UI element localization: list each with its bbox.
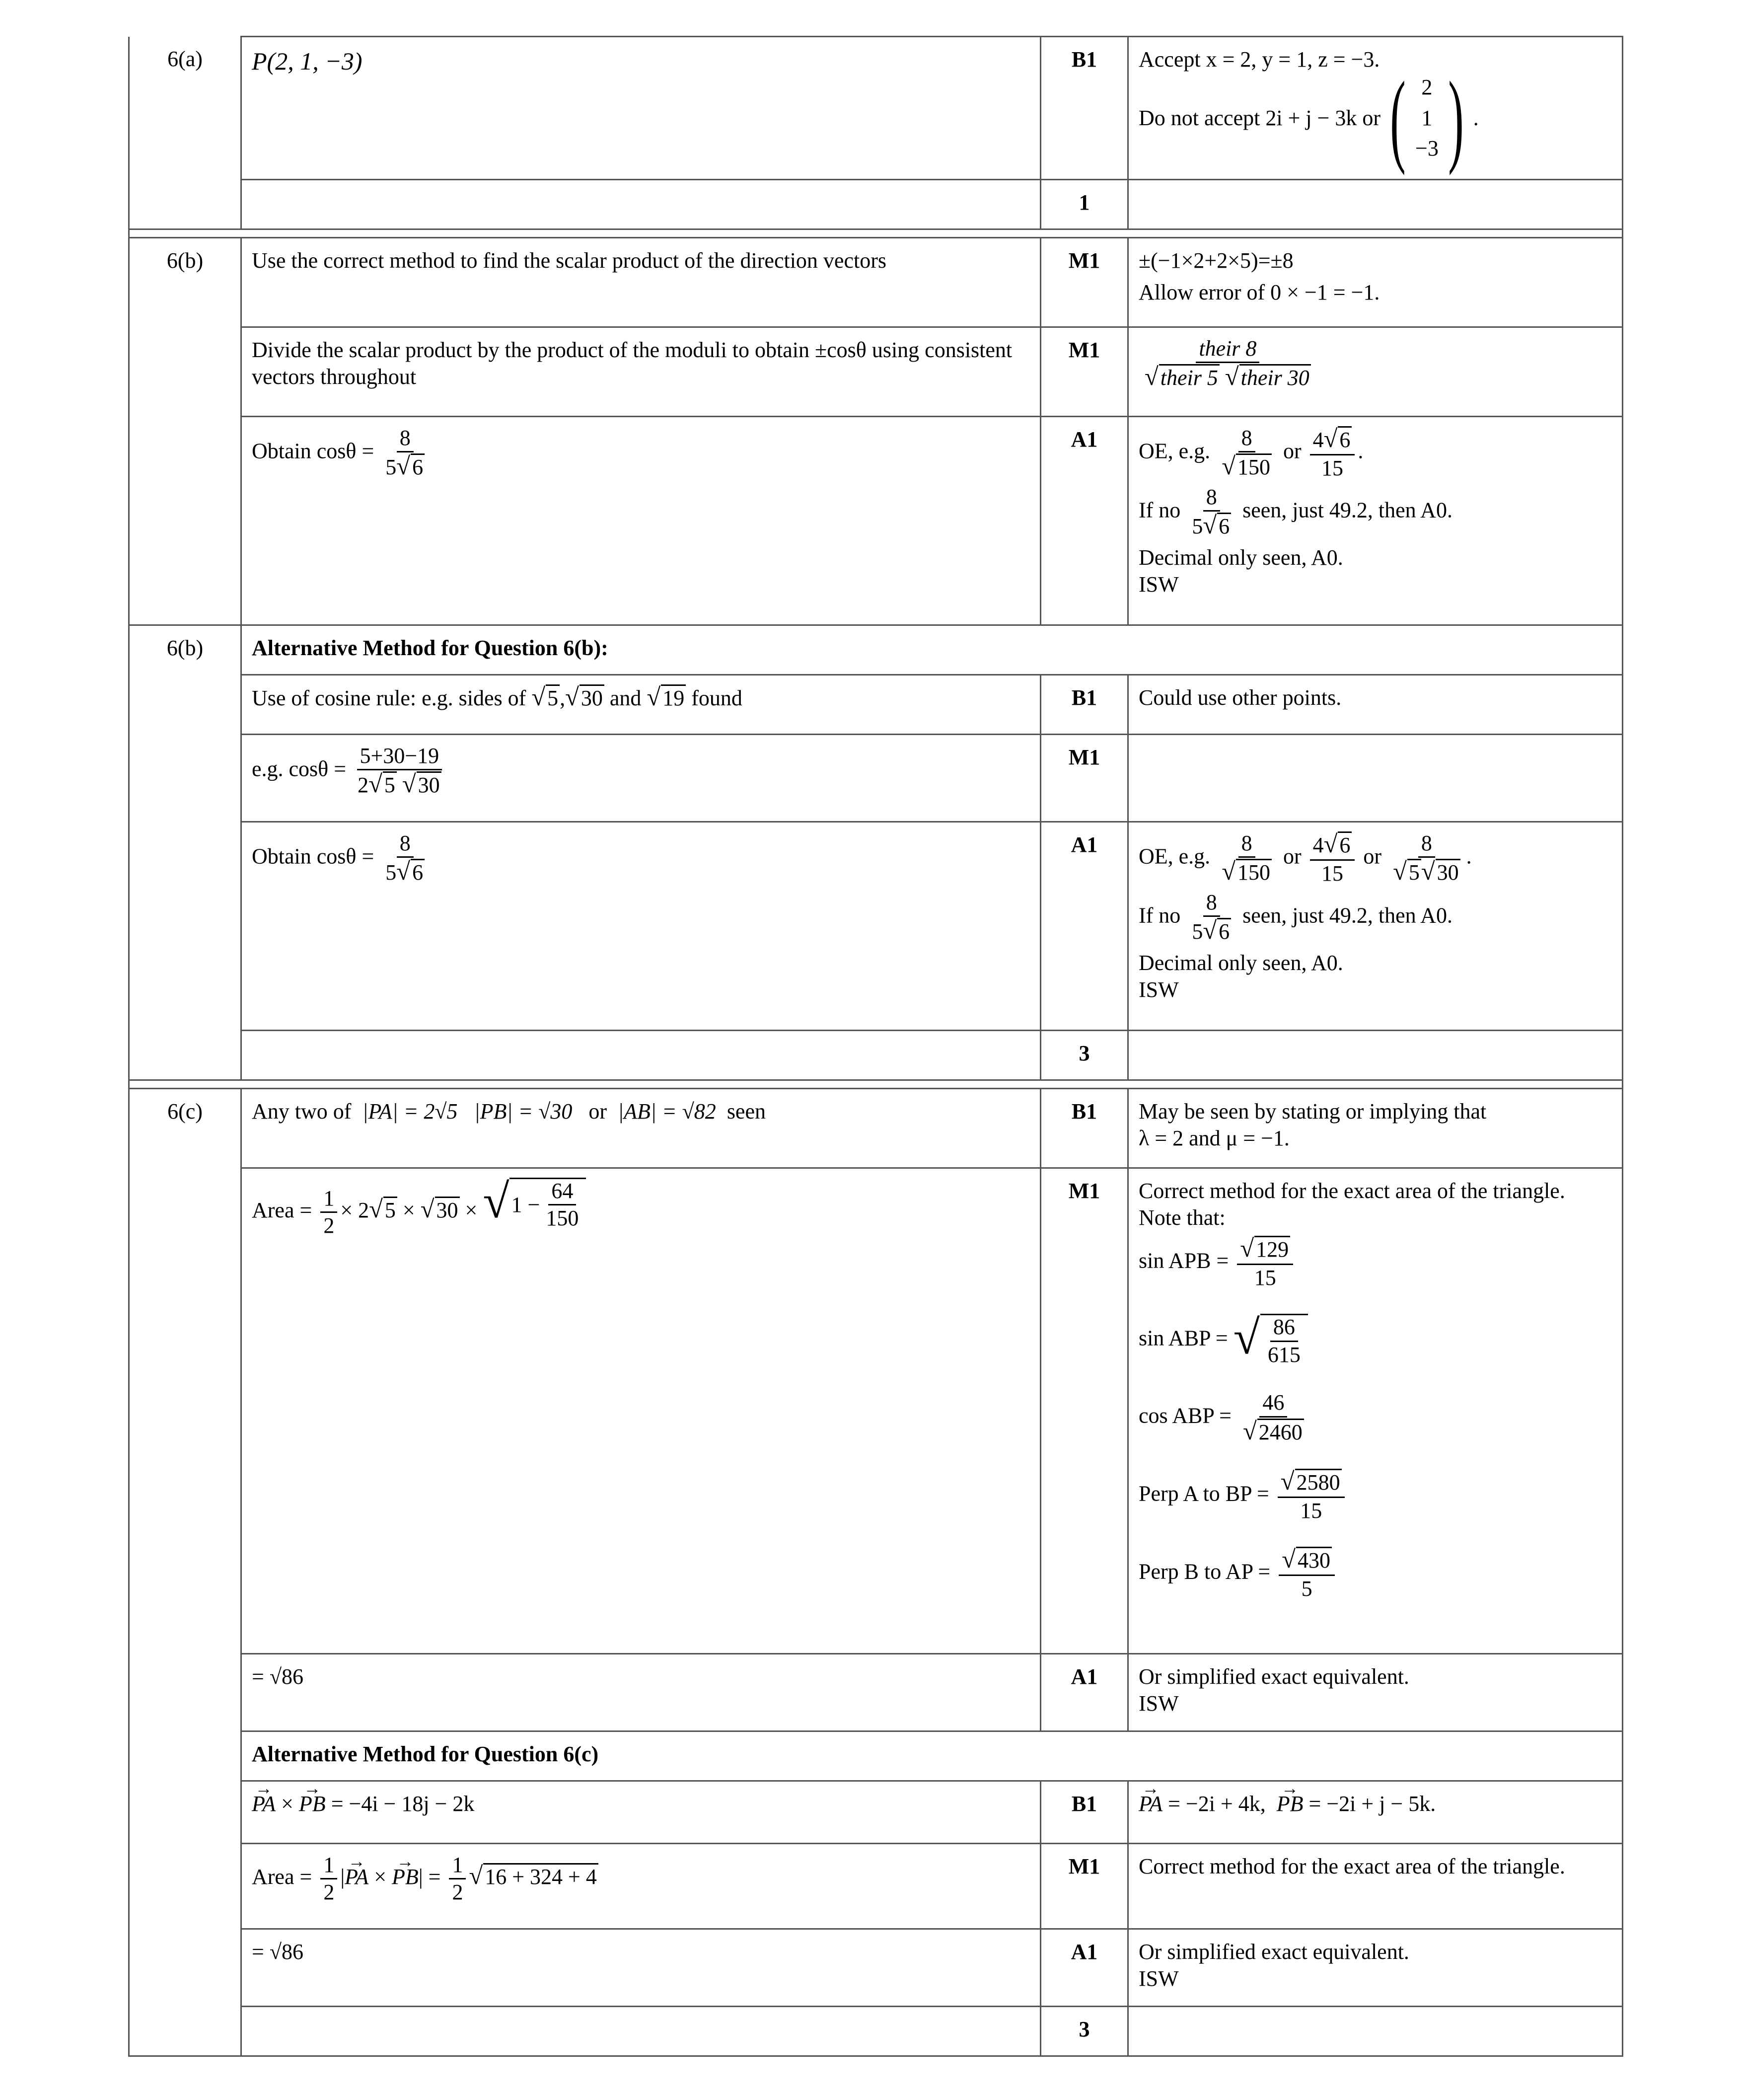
- guidance-cell: [1128, 1168, 1623, 1654]
- coefficient: 5: [385, 860, 397, 885]
- q6b-row-2: [129, 327, 1623, 417]
- numerator: 86: [1270, 1315, 1298, 1342]
- mark-cell: A1: [1041, 822, 1128, 1031]
- modulus-pb: |PB| = √30: [474, 1099, 573, 1124]
- guidance-text: seen, just 49.2, then A0.: [1242, 903, 1452, 928]
- radicand: 6: [1338, 426, 1352, 453]
- radicand: 5: [546, 684, 560, 711]
- guidance-text: or: [1363, 844, 1382, 869]
- answer-cell: = √86: [241, 1654, 1041, 1731]
- total-mark: 3: [1041, 2007, 1128, 2056]
- fraction: [1390, 831, 1463, 886]
- answer-cell: [241, 822, 1041, 1031]
- radicand: 6: [1338, 831, 1352, 858]
- answer-cell: Use the correct method to find the scalar product of the direction vectors: [241, 238, 1041, 327]
- guidance-text: If no: [1139, 498, 1181, 523]
- guidance-cell: [1128, 1929, 1623, 2007]
- guidance-cell: [1128, 1654, 1623, 1731]
- radicand: 2460: [1257, 1419, 1304, 1445]
- denominator: √ 5 √ 30: [1390, 858, 1463, 886]
- mark-cell: A1: [1041, 1929, 1128, 2007]
- guidance-line: Or simplified exact equivalent.: [1139, 1940, 1409, 1964]
- guidance-cell: → PA = −2i + 4k, → PB = −2i + j − 5k.: [1128, 1781, 1623, 1844]
- coefficient: 4: [1312, 833, 1324, 857]
- empty-cell: [241, 2007, 1041, 2056]
- fraction: [1189, 891, 1234, 945]
- radicand: 6: [411, 859, 425, 886]
- vector-entry: 2: [1421, 75, 1433, 100]
- section-divider: [129, 1080, 1623, 1089]
- question-number: 6(b): [129, 625, 241, 1080]
- guidance-cell: [1128, 1089, 1623, 1168]
- left-paren-icon: (: [1390, 60, 1406, 176]
- radicand: 6: [1217, 918, 1231, 945]
- sqrt-expression: √ 1 − $\frac{64}{150}$: [483, 1178, 586, 1231]
- answer-text: found: [691, 686, 742, 710]
- total-mark: 1: [1041, 180, 1128, 229]
- answer-cell: [241, 417, 1041, 625]
- guidance-text: or: [1283, 439, 1302, 463]
- guidance-line: ISW: [1139, 1966, 1179, 1991]
- answer-text: Any two of: [252, 1099, 352, 1124]
- mark-cell: A1: [1041, 1654, 1128, 1731]
- guidance-text: = −2i + j − 5k.: [1308, 1792, 1436, 1816]
- mark-scheme-table: [128, 36, 1623, 2057]
- question-number: 6(c): [129, 1089, 241, 2056]
- note-sin-abp: sin ABP = √ $\frac{86}{615}$: [1139, 1314, 1612, 1367]
- radicand: 30: [417, 771, 441, 798]
- fraction: [1219, 426, 1275, 480]
- coefficient: 2: [358, 773, 369, 798]
- denominator: 15: [1254, 1265, 1276, 1290]
- denominator: √ 150: [1219, 858, 1275, 886]
- numerator: their 8: [1196, 337, 1259, 363]
- radicand: their 5: [1159, 364, 1220, 391]
- guidance-line: [1139, 485, 1612, 539]
- q6b-alt-row-3: [129, 822, 1623, 1031]
- vector-entry: 1: [1421, 105, 1433, 130]
- note-cos-abp: cos ABP = 46 √ 2460: [1139, 1391, 1612, 1445]
- mark-cell: B1: [1041, 1781, 1128, 1844]
- mark-cell: M1: [1041, 238, 1128, 327]
- q6b-total-row: [129, 1031, 1623, 1080]
- fraction: $\frac{1}{2}$: [320, 1187, 337, 1238]
- fraction: [382, 426, 428, 480]
- denominator: 615: [1267, 1342, 1301, 1367]
- guidance-cell: [1128, 822, 1623, 1031]
- guidance-line: Or simplified exact equivalent.: [1139, 1664, 1409, 1689]
- note-perp-a: Perp A to BP = √ 2580 15: [1139, 1469, 1612, 1523]
- guidance-text: sin ABP =: [1139, 1326, 1228, 1350]
- section-divider: [129, 229, 1623, 238]
- q6a-total-row: [129, 180, 1623, 229]
- guidance-cell: [1128, 37, 1623, 180]
- empty-cell: [241, 1031, 1041, 1080]
- answer-text: Obtain cosθ =: [252, 439, 374, 463]
- note-sin-apb: sin APB = √ 129 15: [1139, 1236, 1612, 1290]
- radicand: 16 + 324 + 4: [483, 1863, 598, 1890]
- q6b-row-1: [129, 238, 1623, 327]
- radicand: their 30: [1239, 364, 1311, 391]
- empty-cell: [1128, 180, 1623, 229]
- guidance-line: OE, e.g. 8 √ 150 or 4 √ 6 15 .: [1139, 425, 1364, 480]
- denominator: 15: [1321, 455, 1344, 480]
- guidance-text: = −2i + 4k,: [1168, 1792, 1266, 1816]
- radicand: 150: [1236, 453, 1272, 480]
- question-number: 6(a): [129, 37, 241, 229]
- radicand: 129: [1254, 1236, 1290, 1263]
- answer-cell: → PA × → PB = −4i − 18j − 2k: [241, 1781, 1041, 1844]
- q6b-alt-row-2: [129, 735, 1623, 822]
- fraction: [1219, 831, 1275, 886]
- guidance-line: Do not accept 2i + j − 3k or ( 2 1 −3 ) .: [1139, 60, 1479, 176]
- guidance-line: ISW: [1139, 1691, 1179, 1716]
- denominator: 5 √ 6: [382, 858, 428, 886]
- numerator: 46: [1259, 1391, 1287, 1417]
- radicand: 30: [1436, 859, 1460, 886]
- radicand: 6: [1217, 513, 1231, 539]
- answer-text: Area =: [252, 1198, 312, 1222]
- numerator: 5+30−19: [357, 744, 442, 770]
- mark-cell: A1: [1041, 417, 1128, 625]
- q6a-row: [129, 37, 1623, 180]
- guidance-line: Note that:: [1139, 1205, 1226, 1230]
- mark-cell: M1: [1041, 327, 1128, 417]
- denominator: 15: [1300, 1498, 1322, 1523]
- guidance-text: Perp B to AP =: [1139, 1559, 1271, 1584]
- mark-cell: M1: [1041, 1168, 1128, 1654]
- q6c-row-1: [129, 1089, 1623, 1168]
- question-number: 6(b): [129, 238, 241, 625]
- denominator: 5 √ 6: [1189, 512, 1234, 539]
- radicand: 19: [661, 684, 686, 711]
- guidance-cell: Could use other points.: [1128, 675, 1623, 735]
- guidance-line: ISW: [1139, 977, 1179, 1002]
- numerator: 4 √ 6: [1310, 426, 1355, 455]
- coefficient: 5: [385, 455, 397, 480]
- guidance-text: OE, e.g.: [1139, 844, 1211, 869]
- fraction: [1142, 337, 1314, 391]
- radicand: 150: [1236, 859, 1272, 886]
- guidance-cell: [1128, 238, 1623, 327]
- answer-text: P(2, 1, −3): [252, 47, 363, 75]
- guidance-line: ±(−1×2+2×5)=±8: [1139, 248, 1294, 273]
- modulus-pa: |PA| = 2√5: [362, 1099, 458, 1124]
- guidance-line: Decimal only seen, A0.: [1139, 950, 1343, 975]
- empty-cell: [1128, 1031, 1623, 1080]
- radicand: 2580: [1295, 1469, 1342, 1496]
- q6c-alt-row-3: [129, 1929, 1623, 2007]
- guidance-line: Allow error of 0 × −1 = −1.: [1139, 280, 1380, 304]
- q6c-total-row: [129, 2007, 1623, 2056]
- q6b-alt-row-1: [129, 675, 1623, 735]
- fraction: [1189, 485, 1234, 539]
- empty-cell: [241, 180, 1041, 229]
- denominator: 5 √ 6: [1189, 917, 1234, 945]
- denominator: 5: [1301, 1576, 1312, 1601]
- denominator: √ 150: [1219, 452, 1275, 480]
- q6c-row-3: [129, 1654, 1623, 1731]
- guidance-cell: [1128, 735, 1623, 822]
- coefficient: 5: [1192, 919, 1203, 944]
- guidance-text: sin APB =: [1139, 1248, 1229, 1273]
- guidance-line: λ = 2 and μ = −1.: [1139, 1125, 1290, 1150]
- answer-text: seen: [726, 1099, 766, 1124]
- right-paren-icon: ): [1448, 60, 1464, 176]
- guidance-cell: Correct method for the exact area of the triangle.: [1128, 1844, 1623, 1929]
- answer-cell: Divide the scalar product by the product of the moduli to obtain ±cosθ using consistent vectors throughout: [241, 327, 1041, 417]
- guidance-text: cos ABP =: [1139, 1403, 1232, 1428]
- fraction: [1310, 426, 1355, 480]
- answer-text: Area =: [252, 1864, 312, 1889]
- answer-cell: Use of cosine rule: e.g. sides of √ 5 , √ 30 and √ 19 found: [241, 675, 1041, 735]
- vector-entry: −3: [1415, 136, 1439, 161]
- coefficient: 4: [1312, 428, 1324, 452]
- guidance-line: May be seen by stating or implying that: [1139, 1099, 1487, 1124]
- guidance-text: or: [1283, 844, 1302, 869]
- guidance-text: seen, just 49.2, then A0.: [1242, 498, 1452, 523]
- mark-cell: M1: [1041, 735, 1128, 822]
- fraction: [355, 744, 444, 798]
- answer-cell: Area = $\frac{1}{2}$ |→ PA × → PB| = $\frac{1}{2}$ √ 16 + 324 + 4: [241, 1844, 1041, 1929]
- guidance-text: If no: [1139, 903, 1181, 928]
- mark-cell: B1: [1041, 37, 1128, 180]
- alt-method-heading: Alternative Method for Question 6(c): [241, 1731, 1623, 1781]
- note-perp-b: Perp B to AP = √ 430 5: [1139, 1547, 1612, 1601]
- answer-cell: = √86: [241, 1929, 1041, 2007]
- numerator: 8: [397, 831, 414, 858]
- answer-text: Use of cosine rule: e.g. sides of: [252, 686, 526, 710]
- answer-cell: [241, 37, 1041, 180]
- guidance-line: Accept x = 2, y = 1, z = −3.: [1139, 47, 1380, 72]
- guidance-line: ISW: [1139, 572, 1179, 597]
- numerator: 8: [1418, 831, 1435, 858]
- q6c-alt-row-1: [129, 1781, 1623, 1844]
- answer-text: = −4i − 18j − 2k: [331, 1792, 475, 1816]
- denominator: 2 √ 5 √ 30: [355, 770, 444, 798]
- q6b-alt-heading-row: [129, 625, 1623, 675]
- radicand: 5: [383, 771, 397, 798]
- denominator: √ their 5 √ their 30: [1142, 363, 1314, 391]
- answer-text: e.g. cosθ =: [252, 756, 347, 781]
- mark-cell: B1: [1041, 675, 1128, 735]
- numerator: 4 √ 6: [1310, 831, 1355, 861]
- guidance-text: Do not accept 2i + j − 3k or: [1139, 105, 1381, 130]
- fraction: [382, 831, 428, 886]
- fraction: [1310, 831, 1355, 886]
- mark-cell: B1: [1041, 1089, 1128, 1168]
- answer-text: Obtain cosθ =: [252, 844, 374, 869]
- numerator: 8: [397, 426, 414, 452]
- radicand: 430: [1296, 1547, 1332, 1574]
- guidance-line: [1139, 891, 1612, 945]
- guidance-text: Perp A to BP =: [1139, 1481, 1269, 1506]
- guidance-text: OE, e.g.: [1139, 439, 1211, 463]
- radicand: 30: [580, 684, 604, 711]
- guidance-line: Correct method for the exact area of the triangle.: [1139, 1179, 1565, 1203]
- q6c-alt-heading-row: [129, 1731, 1623, 1781]
- numerator: 8: [1238, 831, 1255, 858]
- column-vector: [1380, 60, 1473, 176]
- answer-cell: [241, 1089, 1041, 1168]
- empty-cell: [1128, 2007, 1623, 2056]
- mark-cell: M1: [1041, 1844, 1128, 1929]
- guidance-cell: [1128, 327, 1623, 417]
- radicand: 6: [411, 453, 425, 480]
- answer-text: and: [609, 686, 642, 710]
- answer-cell: [241, 735, 1041, 822]
- mark-scheme: [128, 36, 1622, 2057]
- answer-cell: Area = $\frac{1}{2}$ × 2 √ 5 × √ 30 × √ 1 − $\frac{64}{150}$: [241, 1168, 1041, 1654]
- alt-method-heading: Alternative Method for Question 6(b):: [241, 625, 1623, 675]
- guidance-cell: [1128, 417, 1623, 625]
- guidance-line: OE, e.g. 8 √ 150 or 4 √ 6 15 or 8 √ 5 √ 30 .: [1139, 830, 1472, 886]
- numerator: 8: [1238, 426, 1255, 452]
- q6b-row-3: [129, 417, 1623, 625]
- q6c-row-2: [129, 1168, 1623, 1654]
- modulus-ab: |AB| = √82: [618, 1099, 716, 1124]
- q6c-alt-row-2: [129, 1844, 1623, 1929]
- numerator: 8: [1203, 891, 1220, 917]
- guidance-line: Decimal only seen, A0.: [1139, 545, 1343, 570]
- denominator: 5 √ 6: [382, 452, 428, 480]
- total-mark: 3: [1041, 1031, 1128, 1080]
- denominator: 15: [1321, 861, 1344, 886]
- numerator: 8: [1203, 485, 1220, 512]
- radicand: 5: [1407, 859, 1421, 886]
- coefficient: 5: [1192, 514, 1203, 539]
- answer-text: or: [588, 1099, 607, 1124]
